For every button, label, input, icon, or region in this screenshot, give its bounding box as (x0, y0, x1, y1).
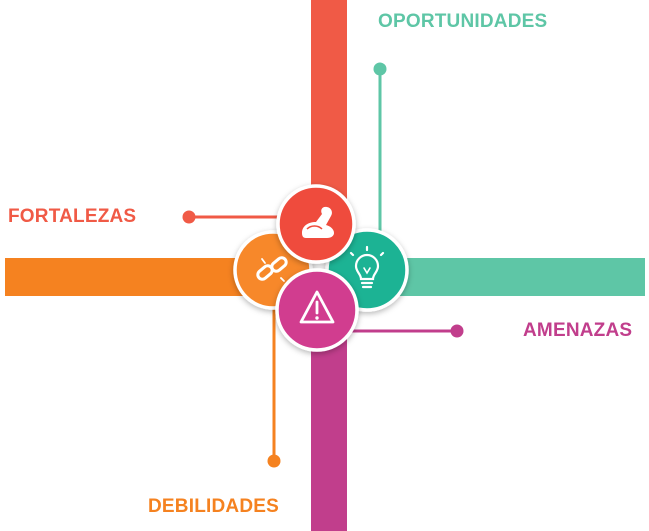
connector-strengths (183, 211, 286, 224)
label-threats: AMENAZAS (523, 320, 633, 341)
label-weaknesses: DEBILIDADES (148, 496, 279, 517)
connector-threats (350, 325, 464, 338)
label-strengths: FORTALEZAS (8, 206, 137, 227)
label-opportunities: OPORTUNIDADES (378, 11, 548, 32)
connector-opportunities (374, 63, 387, 236)
